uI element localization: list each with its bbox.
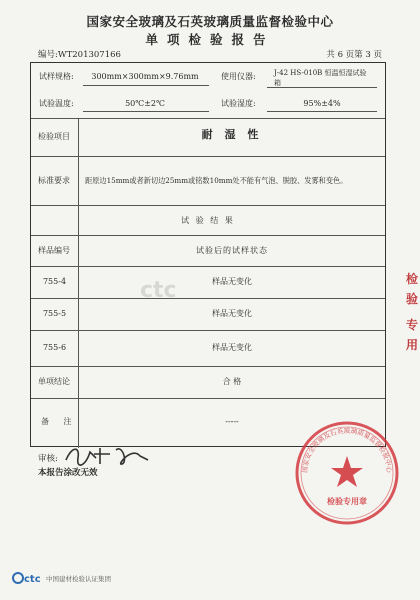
watermark-text: ctc: [140, 278, 177, 303]
sample-state: 样品无变化: [212, 343, 252, 352]
instrument-label: 使用仪器:: [221, 72, 256, 81]
sample-state: 样品无变化: [212, 309, 252, 318]
instrument-underline: [267, 87, 377, 88]
seal-ring-text: 国家安全玻璃及石英玻璃质量监督检验中心: [300, 426, 394, 474]
row-divider: [31, 156, 385, 157]
institution-title: 国家安全玻璃及石英玻璃质量监督检验中心: [86, 14, 334, 29]
side-stamp-char: 专: [405, 318, 418, 332]
svg-text:ctc: ctc: [24, 574, 41, 585]
conclusion-value: 合 格: [222, 377, 242, 386]
row-divider: [31, 366, 385, 367]
side-stamp-char: 用: [405, 338, 418, 352]
standard-value: 距原边15mm或者新切边25mm或铭数10mm处不能有气泡、脱胶、发雾和变色。: [85, 176, 348, 185]
sample-state: 样品无变化: [212, 277, 252, 286]
report-number: 编号:WT201307166: [38, 50, 121, 60]
test-item-value: 耐 湿 性: [201, 128, 263, 141]
temperature-underline: [83, 111, 209, 112]
spec-value: 300mm×300mm×9.76mm: [91, 72, 199, 81]
sample-id: 755-4: [42, 277, 67, 286]
sample-column-header: 样品编号: [38, 246, 70, 255]
report-title: 单项检验报告: [145, 32, 275, 47]
official-seal: [292, 418, 402, 528]
humidity-label: 试验湿度:: [221, 99, 256, 108]
temperature-label: 试验温度:: [39, 99, 74, 108]
instrument-value-cont: 箱: [274, 79, 281, 87]
disclaimer-text: 本报告涂改无效: [38, 468, 98, 478]
standard-label: 标准要求: [38, 176, 70, 185]
page-info: 共 6 页第 3 页: [326, 50, 382, 60]
state-column-header: 试验后的试样状态: [196, 246, 268, 255]
sample-id: 755-5: [42, 309, 67, 318]
row-divider: [31, 235, 385, 236]
results-title: 试 验 结 果: [181, 216, 235, 225]
humidity-value: 95%±4%: [303, 99, 341, 108]
temperature-value: 50℃±2℃: [125, 99, 165, 108]
reviewer-label: 审核:: [38, 454, 58, 464]
side-stamp-char: 验: [405, 292, 418, 306]
row-divider: [31, 398, 385, 399]
org-name: 中国建材检验认证集团: [46, 575, 111, 583]
row-divider: [31, 298, 385, 299]
ctc-logo: [12, 570, 42, 586]
row-divider: [31, 118, 385, 119]
spec-underline: [83, 85, 209, 86]
row-divider: [31, 330, 385, 331]
test-item-label: 检验项目: [38, 132, 70, 141]
instrument-value: J-42 HS-010B 恒温恒湿试验: [274, 69, 367, 77]
side-stamp-char: 检: [405, 272, 418, 286]
conclusion-label: 单项结论: [38, 377, 70, 386]
row-divider: [31, 266, 385, 267]
seal-bottom-text: 检验专用章: [327, 497, 367, 506]
spec-label: 试样规格:: [39, 72, 74, 81]
remark-value: -----: [225, 417, 239, 426]
remark-label: 备 注: [41, 417, 78, 426]
humidity-underline: [267, 111, 377, 112]
row-divider: [31, 205, 385, 206]
report-table: [30, 62, 386, 447]
sample-id: 755-6: [42, 343, 67, 352]
